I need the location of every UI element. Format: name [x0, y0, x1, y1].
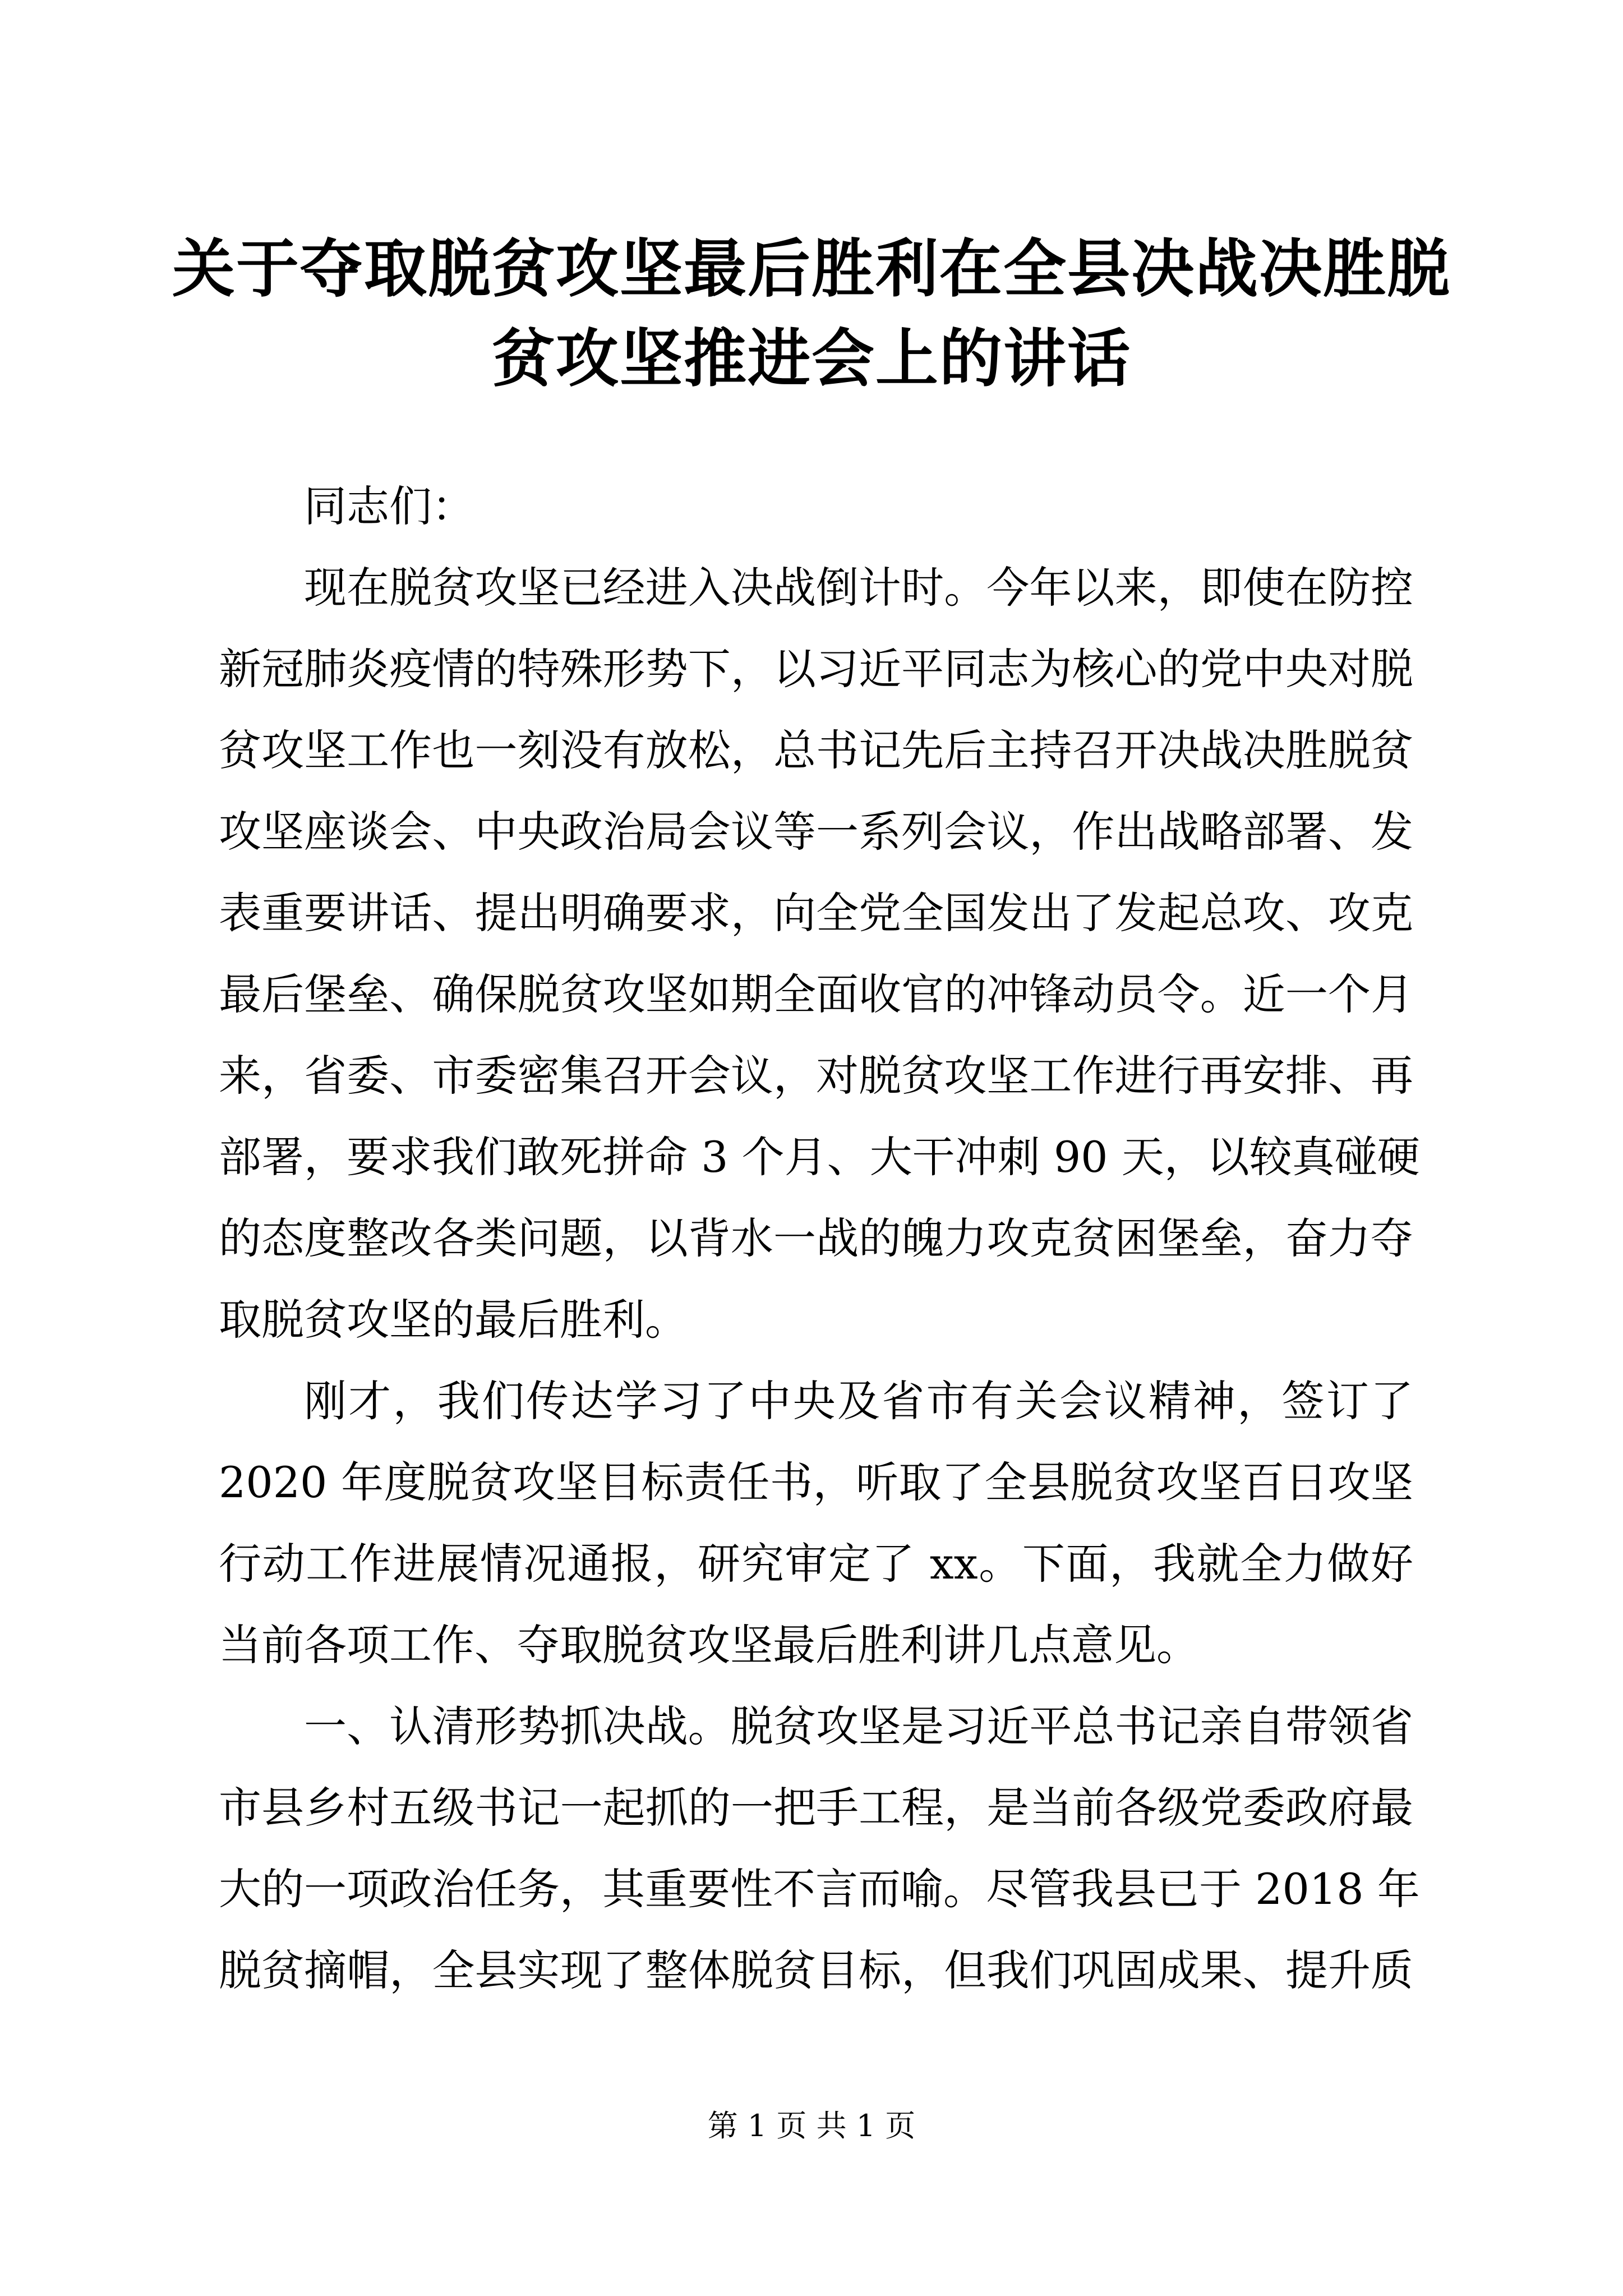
paragraph-line: 现在脱贫攻坚已经进入决战倒计时。今年以来，即使在防控 [304, 563, 1413, 613]
paragraph-line: 新冠肺炎疫情的特殊形势下，以习近平同志为核心的党中央对脱 [219, 644, 1413, 694]
paragraph-line: 部署，要求我们敢死拼命 3 个月、大干冲刺 90 天，以较真碰硬 [219, 1132, 1420, 1182]
paragraph-line: 行动工作进展情况通报，研究审定了 xx。下面，我就全力做好 [219, 1539, 1413, 1589]
paragraph-line: 一、认清形势抓决战。脱贫攻坚是习近平总书记亲自带领省 [304, 1701, 1413, 1751]
paragraph-line: 最后堡垒、确保脱贫攻坚如期全面收官的冲锋动员令。近一个月 [219, 969, 1413, 1019]
paragraph-line: 2020 年度脱贫攻坚目标责任书，听取了全县脱贫攻坚百日攻坚 [219, 1457, 1413, 1507]
paragraph-line: 攻坚座谈会、中央政治局会议等一系列会议，作出战略部署、发 [219, 807, 1413, 857]
paragraph-line: 刚才，我们传达学习了中央及省市有关会议精神，签订了 [304, 1376, 1413, 1426]
paragraph-line: 大的一项政治任务，其重要性不言而喻。尽管我县已于 2018 年 [219, 1864, 1420, 1914]
paragraph-line: 市县乡村五级书记一起抓的一把手工程，是当前各级党委政府最 [219, 1783, 1413, 1833]
paragraph-line: 表重要讲话、提出明确要求，向全党全国发出了发起总攻、攻克 [219, 888, 1413, 938]
paragraph-line: 取脱贫攻坚的最后胜利。 [219, 1295, 688, 1345]
page-footer: 第 1 页 共 1 页 [707, 2108, 916, 2143]
title-line: 关于夺取脱贫攻坚最后胜利在全县决战决胜脱 [172, 232, 1451, 306]
paragraph-line: 的态度整改各类问题，以背水一战的魄力攻克贫困堡垒，奋力夺 [219, 1213, 1413, 1263]
paragraph-line: 脱贫摘帽，全县实现了整体脱贫目标，但我们巩固成果、提升质 [219, 1945, 1413, 1995]
salutation: 同志们： [304, 481, 474, 531]
document-title [168, 224, 1455, 404]
title-line: 贫攻坚推进会上的讲话 [492, 322, 1131, 395]
document-body [219, 466, 1420, 2011]
paragraph-line: 当前各项工作、夺取脱贫攻坚最后胜利讲几点意见。 [219, 1620, 1199, 1670]
paragraph-line: 来，省委、市委密集召开会议，对脱贫攻坚工作进行再安排、再 [219, 1051, 1413, 1101]
paragraph-line: 贫攻坚工作也一刻没有放松，总书记先后主持召开决战决胜脱贫 [219, 725, 1413, 775]
